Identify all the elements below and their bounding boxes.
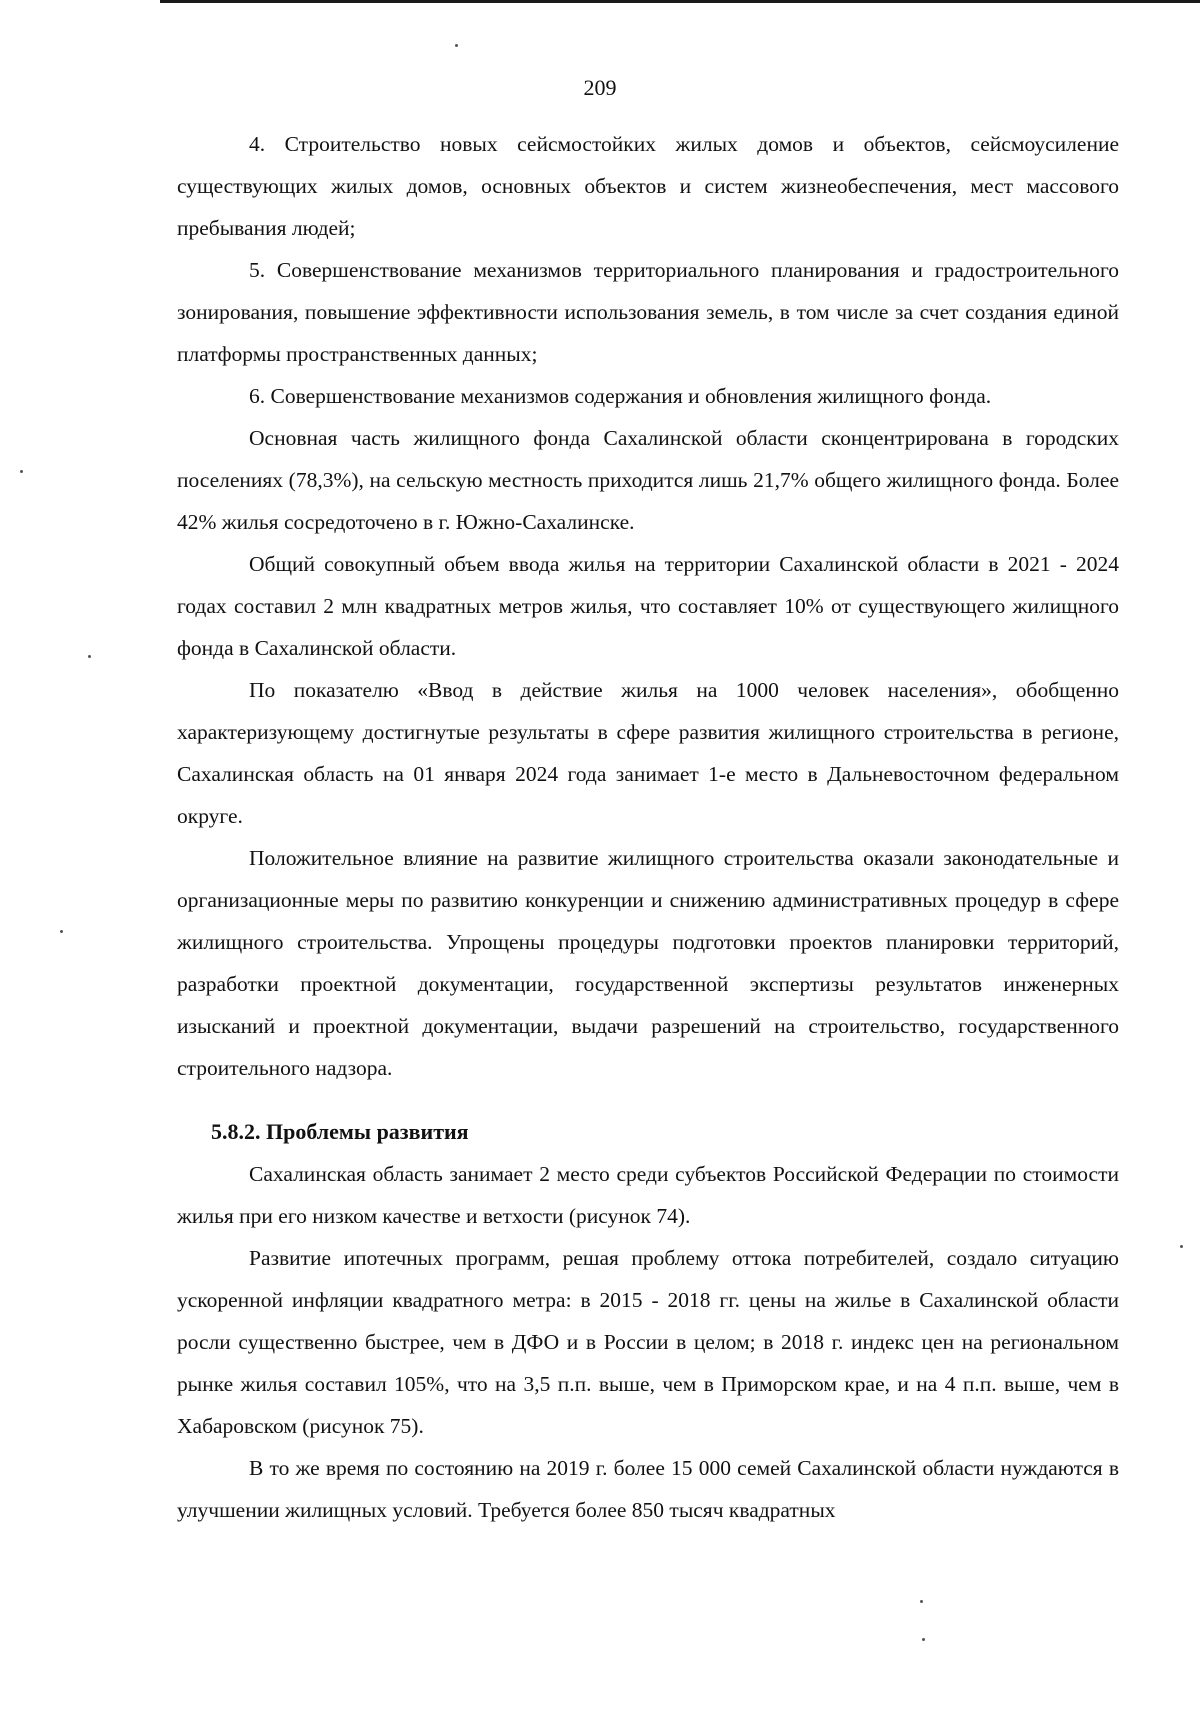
scan-speck: [88, 655, 91, 658]
paragraph-mortgage: Развитие ипотечных программ, решая проблему оттока потребителей, создало ситуацию ускоренной инфляции квадратного метра: в 2015 - 2018 гг. цены на жилье в Сахалинской области росли существенно быстрее, чем в ДФО и в России в целом; в 2018 г. индекс цен на региональном рынке жилья составил 105%, что на 3,5 п.п. выше, чем в Приморском крае, и на 4 п.п. выше, чем в Хабаровском (рисунок 75).: [177, 1246, 1119, 1438]
paragraph-indicator: По показателю «Ввод в действие жилья на 1000 человек населения», обобщенно характеризующему достигнутые результаты в сфере развития жилищного строительства в регионе, Сахалинская область на 01 января 2024 года занимает 1-е место в Дальневосточном федеральном округе.: [177, 678, 1119, 828]
paragraph-housing-cost: Сахалинская область занимает 2 место среди субъектов Российской Федерации по стоимости жилья при его низком качестве и ветхости (рисунок 74).: [177, 1162, 1119, 1228]
paragraph-positive-influence: Положительное влияние на развитие жилищного строительства оказали законодательные и организационные меры по развитию конкуренции и снижению административных процедур в сфере жилищного строительства. Упрощены процедуры подготовки проектов планировки территорий, разработки проектной документации, государственной экспертизы результатов инженерных изысканий и проектной документации, выдачи разрешений на строительство, государственного строительного надзора.: [177, 846, 1119, 1080]
page-content: [177, 123, 1119, 1531]
paragraph-families: В то же время по состоянию на 2019 г. более 15 000 семей Сахалинской области нуждаются в улучшении жилищных условий. Требуется более 850 тысяч квадратных: [177, 1456, 1119, 1522]
paragraph-item-5: 5. Совершенствование механизмов территориального планирования и градостроительного зонирования, повышение эффективности использования земель, в том числе за счет создания единой платформы пространственных данных;: [177, 258, 1119, 366]
paragraph-item-6: 6. Совершенствование механизмов содержания и обновления жилищного фонда.: [249, 384, 992, 408]
scan-speck: [1180, 1245, 1183, 1248]
page-number: 209: [583, 75, 617, 100]
paragraph-housing-stock: Основная часть жилищного фонда Сахалинской области сконцентрирована в городских поселениях (78,3%), на сельскую местность приходится лишь 21,7% общего жилищного фонда. Более 42% жилья сосредоточено в г. Южно-Сахалинске.: [177, 426, 1119, 534]
top-border-line: [160, 0, 1200, 3]
section-heading: 5.8.2. Проблемы развития: [211, 1119, 469, 1144]
paragraph-item-4: 4. Строительство новых сейсмостойких жилых домов и объектов, сейсмоусиление существующих жилых домов, основных объектов и систем жизнеобеспечения, мест массового пребывания людей;: [177, 132, 1119, 240]
scan-speck: [60, 930, 63, 933]
scan-speck: [20, 470, 23, 473]
scan-speck: [922, 1638, 925, 1641]
scan-speck: [920, 1600, 923, 1603]
scan-speck: [455, 44, 458, 47]
paragraph-housing-input: Общий совокупный объем ввода жилья на территории Сахалинской области в 2021 - 2024 годах составил 2 млн квадратных метров жилья, что составляет 10% от существующего жилищного фонда в Сахалинской области.: [177, 552, 1119, 660]
